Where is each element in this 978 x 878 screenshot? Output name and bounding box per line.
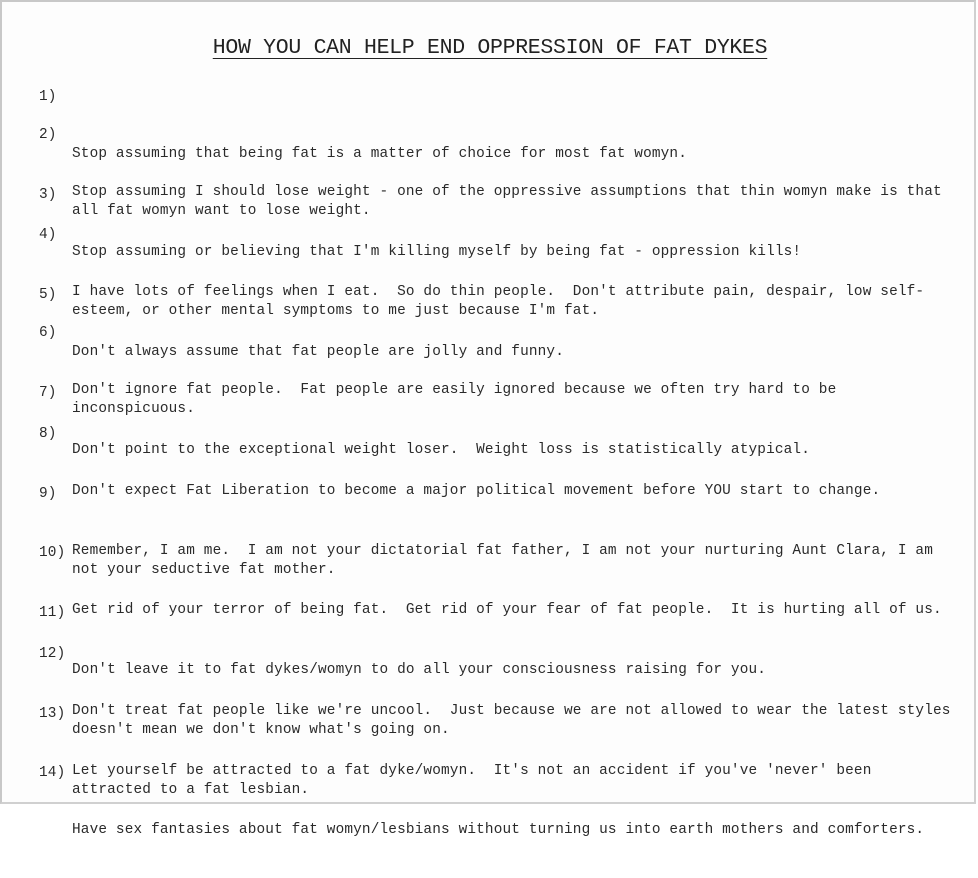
item-text: Get rid of your terror of being fat. Get rid of your fear of fat people. It is hurting all of us.	[72, 602, 942, 618]
item-number: 6)	[39, 325, 57, 341]
item-number: 11)	[39, 605, 66, 621]
item-text: Stop assuming or believing that I'm killing myself by being fat - oppression kills!	[72, 244, 802, 260]
item-number: 3)	[39, 187, 57, 203]
item-number: 2)	[39, 127, 57, 143]
item-text: Don't always assume that fat people are jolly and funny.	[72, 344, 565, 360]
item-text: Don't leave it to fat dykes/womyn to do all your consciousness raising for you.	[72, 662, 767, 678]
item-number: 5)	[39, 287, 57, 303]
item-text: Don't point to the exceptional weight loser. Weight loss is statistically atypical.	[72, 442, 811, 458]
item-text: Have sex fantasies about fat womyn/lesbians without turning us into earth mothers and comforters.	[72, 822, 925, 838]
item-text: Stop assuming that being fat is a matter of choice for most fat womyn.	[72, 146, 688, 162]
list-item	[39, 764, 951, 878]
item-text: Stop assuming I should lose weight - one of the oppressive assumptions that thin womyn make is that all fat womyn want to lose weight.	[72, 184, 951, 219]
item-number: 9)	[39, 486, 57, 502]
item-number: 10)	[39, 545, 66, 561]
item-number: 12)	[39, 646, 66, 662]
item-number: 7)	[39, 385, 57, 401]
item-number: 1)	[39, 89, 57, 105]
item-text: Don't ignore fat people. Fat people are easily ignored because we often try hard to be inconspicuous.	[72, 382, 846, 417]
item-text: Remember, I am me. I am not your dictatorial fat father, I am not your nurturing Aunt Clara, I am not your seductive fat mother.	[72, 543, 942, 578]
item-number: 4)	[39, 227, 57, 243]
item-text: Don't expect Fat Liberation to become a major political movement before YOU start to change.	[72, 483, 881, 499]
item-text: Don't treat fat people like we're uncool. Just because we are not allowed to wear the latest styles doesn't mean we don't know what's going on.	[72, 703, 960, 738]
item-number: 14)	[39, 765, 66, 781]
item-text: I have lots of feelings when I eat. So do thin people. Don't attribute pain, despair, low self-esteem, or other mental symptoms to me just because I'm fat.	[72, 284, 925, 319]
document-title	[2, 36, 978, 60]
item-text: Let yourself be attracted to a fat dyke/womyn. It's not an accident if you've 'never' been attracted to a fat lesbian.	[72, 763, 881, 798]
item-number: 13)	[39, 706, 66, 722]
item-number: 8)	[39, 426, 57, 442]
document-title-text: HOW YOU CAN HELP END OPPRESSION OF FAT DYKES	[212, 36, 768, 60]
